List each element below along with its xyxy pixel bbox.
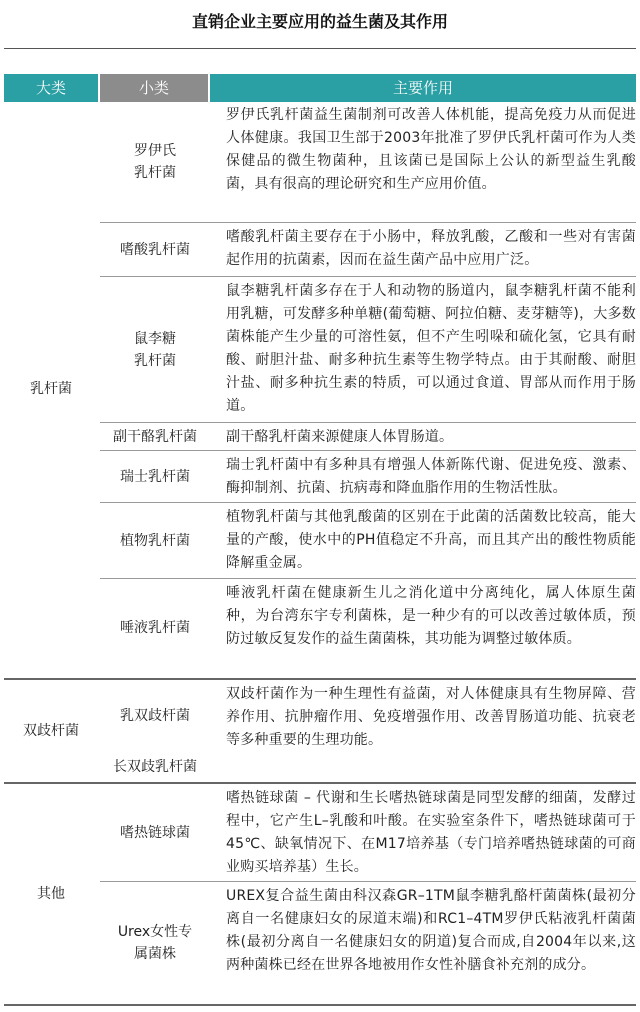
- description-plantarum: 植物乳杆菌与其他乳酸菌的区别在于此菌的活菌数比较高，能大量的产酸，使水中的PH值稳定不升高，而且其产出的酸性物质能降解重金属。: [226, 509, 636, 571]
- row-divider: [100, 422, 636, 423]
- subcategory-longum: 长双歧乳杆菌: [113, 759, 197, 775]
- description-thermophilus: 嗜热链球菌 – 代谢和生长嗜热链球菌是同型发酵的细菌，发酵过程中，它产生L–乳酸和叶酸。在实验室条件下，嗜热链球菌可于45℃、缺氧情况下、在M17培养基（专门培养嗜热链球菌的可商业购买培养基）生长。: [226, 790, 636, 875]
- subcategory-acidophilus: 嗜酸乳杆菌: [120, 242, 190, 258]
- table-bottom-border: [4, 1004, 636, 1006]
- description-urex: UREX复合益生菌由科汉森GR–1TM鼠李糖乳酪杆菌菌株(最初分离自一名健康妇女的尿道末端)和RC1–4TM罗伊氏粘液乳杆菌菌株(最初分离自一名健康妇女的阴道)复合而成,自2004年以来,这两种菌株已经在世界各地被用作女性补膳食补充剂的成分。: [226, 888, 636, 973]
- subcategory-lactis: 乳双歧杆菌: [120, 708, 190, 724]
- category-lactobacillus: 乳杆菌: [30, 381, 72, 397]
- category-bifidobacterium: 双歧杆菌: [23, 723, 79, 739]
- row-divider: [100, 502, 636, 503]
- row-divider: [100, 222, 636, 223]
- group-divider: [4, 782, 636, 784]
- subcategory-rhamnosus: 鼠李糖 乳杆菌: [134, 331, 176, 369]
- description-bifidobacterium: 双歧杆菌作为一种生理性有益菌，对人体健康具有生物屏障、营养作用、抗肿瘤作用、免疫增强作用、改善胃肠道功能、抗衰老等多种重要的生理功能。: [226, 686, 636, 748]
- table-title: 直销企业主要应用的益生菌及其作用: [191, 12, 448, 31]
- group-divider: [4, 678, 636, 680]
- category-other: 其他: [37, 886, 65, 902]
- subcategory-helveticus: 瑞士乳杆菌: [120, 469, 190, 485]
- subcategory-thermophilus: 嗜热链球菌: [120, 825, 190, 841]
- row-divider: [100, 578, 636, 579]
- subcategory-paracasei: 副干酪乳杆菌: [113, 429, 197, 445]
- subcategory-salivarius: 唾液乳杆菌: [120, 620, 190, 636]
- description-rhamnosus: 鼠李糖乳杆菌多存在于人和动物的肠道内，鼠李糖乳杆菌不能利用乳糖，可发酵多种单糖(葡萄糖、阿拉伯糖、麦芽糖等)，大多数菌株能产生少量的可溶性氨，但不产生吲哚和硫化氢，它具有耐酸、耐胆汁盐、耐多种抗生素等生物学特点。由于其耐酸、耐胆汁盐、耐多种抗生素的特质，可以通过食道、胃部从而作用于肠道。: [226, 283, 636, 414]
- subcategory-urex: Urex女性专 属菌株: [117, 924, 193, 962]
- row-divider: [100, 450, 636, 451]
- row-divider: [100, 276, 636, 277]
- description-paracasei: 副干酪乳杆菌来源健康人体胃肠道。: [226, 429, 454, 445]
- subcategory-plantarum: 植物乳杆菌: [120, 533, 190, 549]
- description-salivarius: 唾液乳杆菌在健康新生儿之消化道中分离纯化，属人体原生菌种，为台湾东宇专利菌株，是一种少有的可以改善过敏体质，预防过敏反复发作的益生菌菌株，其功能为调整过敏体质。: [226, 585, 636, 647]
- description-helveticus: 瑞士乳杆菌中有多种具有增强人体新陈代谢、促进免疫、激素、酶抑制剂、抗菌、抗病毒和降血脂作用的生物活性肽。: [226, 457, 636, 496]
- title-divider: [4, 48, 636, 49]
- row-divider: [100, 881, 636, 882]
- description-reuteri: 罗伊氏乳杆菌益生菌制剂可改善人体机能，提高免疫力从而促进人体健康。我国卫生部于2003年批准了罗伊氏乳杆菌可作为人类保健品的微生物菌种，且该菌已是国际上公认的新型益生乳酸菌，具有很高的理论研究和生产应用价值。: [226, 107, 636, 192]
- header-category: 大类: [4, 74, 98, 102]
- description-acidophilus: 嗜酸乳杆菌主要存在于小肠中，释放乳酸，乙酸和一些对有害菌起作用的抗菌素，因而在益生菌产品中应用广泛。: [226, 229, 636, 268]
- header-function: 主要作用: [210, 74, 636, 102]
- header-subcategory: 小类: [100, 74, 208, 102]
- subcategory-reuteri: 罗伊氏 乳杆菌: [134, 143, 176, 181]
